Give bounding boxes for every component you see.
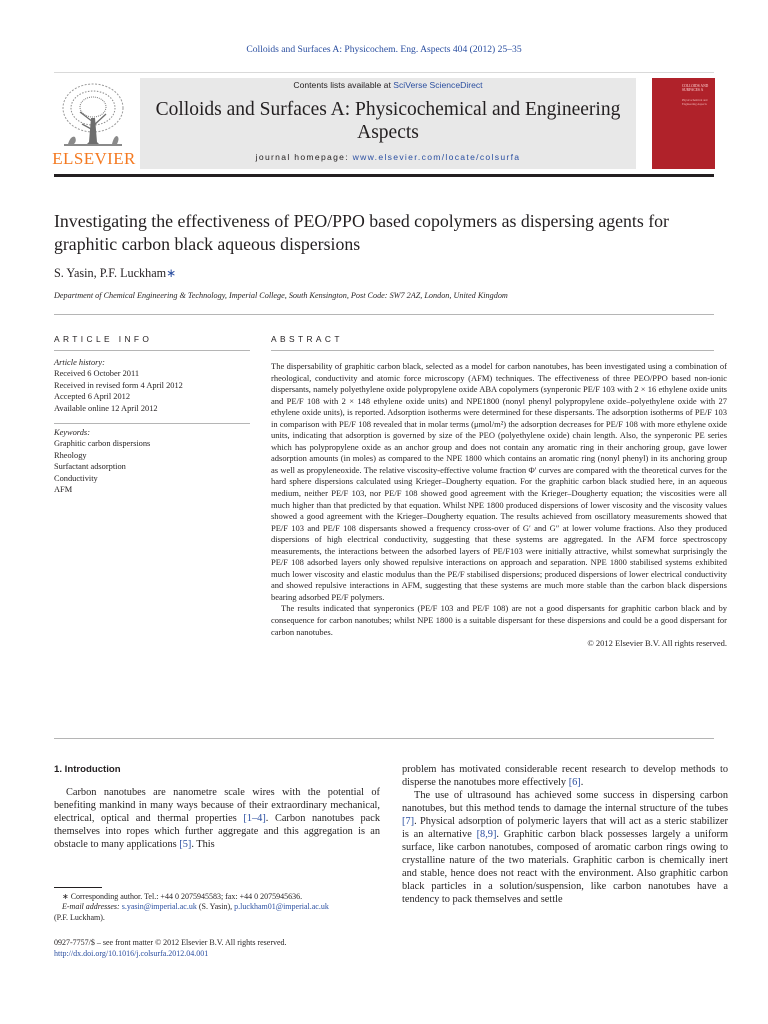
journal-reference-link[interactable]: Colloids and Surfaces A: Physicochem. Eng. Aspects 404 (2012) 25–35 — [246, 44, 522, 55]
citation-link[interactable]: [1–4] — [243, 812, 266, 824]
text-run: Carbon nanotubes are nanometre scale wires with the potential of benefiting mankind in many ways because of their extraordinary mechanical, electrical, optical and thermal properties — [54, 787, 380, 824]
corresponding-author-mark[interactable]: ∗ — [166, 266, 177, 280]
text-run: . — [580, 776, 584, 788]
issn-line: 0927-7757/$ – see front matter © 2012 Elsevier B.V. All rights reserved. — [54, 938, 287, 947]
footnote-rule — [54, 887, 102, 888]
doi-link[interactable]: http://dx.doi.org/10.1016/j.colsurfa.2012.04.001 — [54, 949, 209, 958]
abstract-copyright: © 2012 Elsevier B.V. All rights reserved. — [587, 638, 727, 649]
keyword-item: Conductivity — [54, 473, 98, 483]
body-paragraph — [402, 764, 728, 790]
text-run: problem has motivated considerable recent research to develop methods to disperse the nanotubes more effectively — [402, 764, 728, 788]
text-run: . Physical adsorption of polymeric layers that will act as a steric stabilizer is an alternative — [402, 815, 728, 840]
body-paragraph — [402, 790, 728, 907]
keywords-rule — [54, 423, 250, 424]
email-owner: (P.F. Luckham). — [54, 912, 105, 922]
history-item: Accepted 6 April 2012 — [54, 392, 131, 402]
article-info-rule — [54, 350, 250, 351]
homepage-link[interactable]: www.elsevier.com/locate/colsurfa — [352, 152, 521, 162]
intro-paragraph — [54, 787, 380, 852]
abstract-heading: ABSTRACT — [271, 334, 343, 344]
citation-link[interactable]: [7] — [402, 815, 415, 827]
affiliation: Department of Chemical Engineering & Technology, Imperial College, South Kensington, Post Code: SW7 2AZ, London, United Kingdom — [54, 291, 508, 300]
article-info-heading: ARTICLE INFO — [54, 334, 153, 344]
keyword-item: Graphitic carbon dispersions — [54, 439, 151, 449]
masthead-top-rule — [54, 72, 714, 73]
journal-cover-thumbnail — [652, 78, 715, 169]
citation-link[interactable]: [8,9] — [476, 828, 497, 840]
history-item: Available online 12 April 2012 — [54, 403, 158, 413]
homepage-prefix: journal homepage: — [255, 152, 353, 162]
contents-prefix: Contents lists available at — [293, 80, 394, 90]
article-title: Investigating the effectiveness of PEO/PPO based copolymers as dispersing agents for graphitic carbon black aqueous dispersions — [54, 211, 669, 254]
keyword-item: AFM — [54, 485, 73, 495]
journal-title: Colloids and Surfaces A: Physicochemical and Engineering Aspects — [155, 99, 621, 143]
abstract-body — [271, 361, 727, 650]
abstract-rule — [271, 350, 714, 351]
sciencedirect-link[interactable]: SciVerse ScienceDirect — [393, 80, 483, 90]
keyword-item: Surfactant adsorption — [54, 462, 126, 472]
author-names: S. Yasin, P.F. Luckham — [54, 266, 167, 280]
history-item: Received in revised form 4 April 2012 — [54, 380, 183, 390]
authors — [54, 266, 176, 281]
history-label: Article history: — [54, 358, 105, 367]
issn-block — [54, 937, 287, 959]
footnotes — [54, 892, 394, 923]
journal-homepage-line — [140, 152, 636, 162]
citation-link[interactable]: [5] — [179, 838, 192, 850]
text-run: The use of ultrasound has achieved some success in dispersing carbon nanotubes, but this method tends to damage the internal structure of the tubes — [402, 789, 728, 814]
elsevier-wordmark: ELSEVIER — [52, 149, 136, 168]
email-label: E-mail addresses: — [62, 902, 122, 912]
email-link[interactable]: p.luckham01@imperial.ac.uk — [234, 902, 329, 912]
keyword-item: Rheology — [54, 450, 87, 460]
keywords-label: Keywords: — [54, 428, 90, 437]
abstract-bottom-rule — [54, 738, 714, 739]
text-run: . This — [191, 838, 215, 850]
abstract-paragraph: The results indicated that synperonics (PE/F 103 and PE/F 108) are not a good dispersants for graphitic carbon black and by consequence for carbon nanotubes; whilst NPE 1800 is a suitable dispersant for these dispersions and could be a good dispersant for carbon nanotubes. — [271, 603, 727, 637]
history-item: Received 6 October 2011 — [54, 369, 140, 379]
text-run: . Graphitic carbon black possesses largely a uniform surface, like carbon nanotubes, composed of aromatic carbon rings owing to crystalline nature of the two materials. Graphitic carbon is chemically inert and stable, hence does not react with the environment. Also graphitic carbon black particles in a solution/suspension, like carbon nanotubes have a tendency to pack themselves and settle — [402, 828, 729, 905]
email-footnote — [54, 902, 394, 912]
abstract-paragraph: The dispersability of graphitic carbon black, selected as a model for carbon nanotubes, has been investigated using a combination of rheological, conductivity and atomic force microscopy (AFM) techniques. The effectiveness of three PEO/PPO based non-ionic dispersants, namely polyethylene oxide polypropylene oxide ABA copolymers (synperonic PE/F 103 with 2 × 16 ethylene oxide units and PE/F 108 with 2 × 148 ethylene oxide units) and NPE1800 (nonyl phenyl polypropylene oxide–polyethylene oxide with 27 ethylene oxide units), is reported. Adsorption isotherms were determined for these dispersants. The adsorption isotherms of PE/F 103 in comparison with PE/F 108 revealed that in molar terms (μmol/m²) the adsorption decreases for PE/F 108 with more ethylene oxide units, indicating that adsorption is governed by size of the PEO (polyethylene oxide) chain length. Also, the synperonic PE series which has polypropylene oxide as an anchor group and does not contain any aromatic ring in their anchoring group, gave lower adsorption amounts (in moles) as compared to the NPE 1800 which contains an aromatic ring (nonyl phenyl) in its anchoring group as well as propyleneoxide. The relative viscosity-effective volume fraction Φ′ curves are compared with the theoretical curves for the hard sphere dispersions calculated using Krieger–Dougherty equation. For the graphitic carbon black studied here, in an aqueous medium, neither PE/F 103, nor PE/F 108 showed good agreement with the Krieger–Dougherty equation; the viscosities were all much higher than that predicted by that equation. Whilst NPE 1800 produced dispersions of lower viscosity and the viscosity values showed a good agreement with the Krieger–Dougherty equation. The results achieved from oscillatory measurements showed that PE/F 103 and PE/F 108 dispersants showed a frequency cross-over of G′ and G″ at lower volume fractions. Also they produced dispersions of high electrical conductivity, suggesting that these systems are aggregated. In the AFM force spectroscopy measurements, the interactions between the adsorbed layers of PE/F103 were initially attractive, whilst somewhat surprisingly the PE/F 108 adsorbed layers only showed repulsive interactions on approach and separation. NPE 1800 stabilised systems exhibited much lower viscosity and elastic modulus than the PE/F stabilised dispersions; produced dispersions of lower electrical conductivity and showed repulsive interactions in AFM, suggesting that these systems are much more stable than the carbon black dispersions bearing adsorbed PE/F polymers. — [271, 361, 727, 602]
body-left-column — [54, 787, 380, 852]
keywords — [54, 427, 254, 495]
cover-title: COLLOIDS AND SURFACES A — [682, 84, 709, 93]
text-run: . Carbon nanotubes pack themselves into ropes which further aggregate and this aggregation is an obstacle to many applications — [54, 812, 380, 850]
introduction-heading: 1. Introduction — [54, 764, 121, 775]
contents-line — [140, 80, 636, 90]
email-owner: (S. Yasin), — [196, 902, 235, 912]
citation-link[interactable]: [6] — [568, 776, 581, 788]
body-right-column — [402, 764, 728, 906]
masthead-bottom-rule — [54, 174, 714, 177]
corresponding-author-footnote: ∗ Corresponding author. Tel.: +44 0 2075945583; fax: +44 0 2075945636. — [62, 892, 303, 901]
cover-subtitle: Physicochemical and Engineering Aspects — [682, 98, 708, 106]
email-link[interactable]: s.yasin@imperial.ac.uk — [121, 902, 197, 912]
article-history — [54, 357, 254, 414]
affiliation-rule — [54, 314, 714, 315]
